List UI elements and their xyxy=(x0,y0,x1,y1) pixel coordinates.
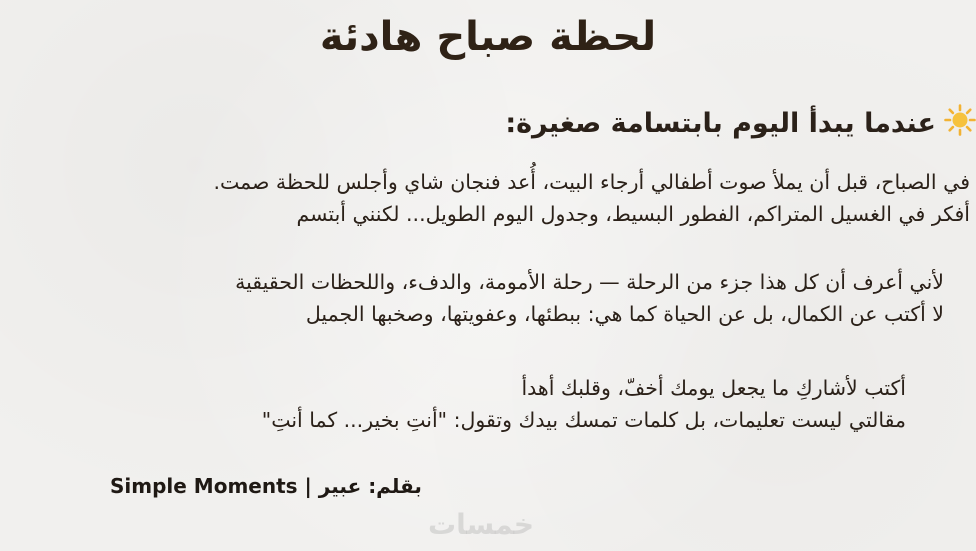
page-title: لحظة صباح هادئة xyxy=(319,14,657,60)
subheading-text: عندما يبدأ اليوم بابتسامة صغيرة: xyxy=(505,108,936,139)
subheading xyxy=(76,104,976,140)
paragraph-purpose xyxy=(6,372,906,436)
paragraph-journey xyxy=(44,266,944,330)
paragraph-line: لأني أعرف أن كل هذا جزء من الرحلة — رحلة الأمومة، والدفء، واللحظات الحقيقية xyxy=(235,270,944,294)
paragraph-morning xyxy=(70,166,970,230)
watermark: خمسات xyxy=(428,508,535,541)
paragraph-line: مقالتي ليست تعليمات، بل كلمات تمسك بيدك وتقول: "أنتِ بخير... كما أنتِ" xyxy=(261,408,906,432)
paragraph-line: أفكر في الغسيل المتراكم، الفطور البسيط، وجدول اليوم الطويل... لكنني أبتسم xyxy=(296,202,970,226)
paragraph-line: في الصباح، قبل أن يملأ صوت أطفالي أرجاء البيت، أُعد فنجان شاي وأجلس للحظة صمت. xyxy=(213,170,970,194)
sun-icon xyxy=(944,104,976,136)
paragraph-line: لا أكتب عن الكمال، بل عن الحياة كما هي: ببطئها، وعفويتها، وصخبها الجميل xyxy=(305,302,944,326)
paragraph-line: أكتب لأشاركِ ما يجعل يومك أخفّ، وقلبك أهدأ xyxy=(521,376,906,400)
author-signature: بقلم: عبير | Simple Moments xyxy=(110,474,422,498)
